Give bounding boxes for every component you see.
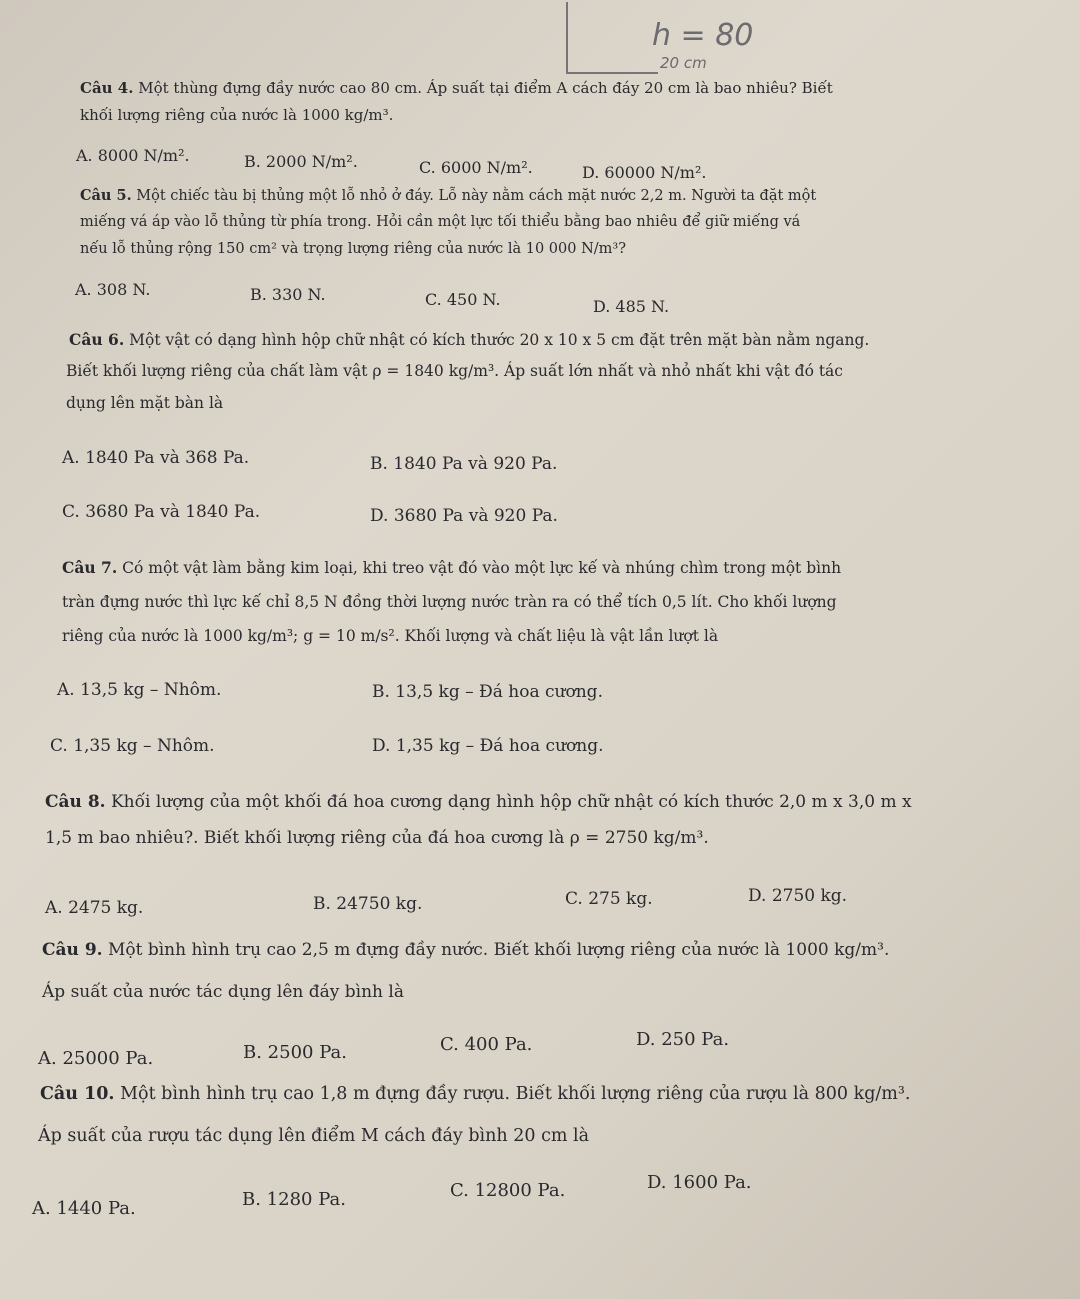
question-number: Câu 9. <box>42 940 103 960</box>
question-text-line: miếng vá áp vào lỗ thủng từ phía trong. Hỏi cần một lực tối thiểu bằng bao nhiêu để giữ miếng vá <box>80 214 801 230</box>
answer-option[interactable]: C. 12800 Pa. <box>450 1180 566 1201</box>
question-text-line: dụng lên mặt bàn là <box>66 394 224 412</box>
question-text-line: riêng của nước là 1000 kg/m³; g = 10 m/s². Khối lượng và chất liệu là vật lần lượt là <box>62 627 719 645</box>
answer-option[interactable]: D. 3680 Pa và 920 Pa. <box>370 506 558 526</box>
answer-option[interactable]: D. 250 Pa. <box>636 1029 730 1050</box>
answer-option[interactable]: C. 3680 Pa và 1840 Pa. <box>62 502 261 522</box>
question-text-line: Khối lượng của một khối đá hoa cương dạng hình hộp chữ nhật có kích thước 2,0 m x 3,0 m x <box>110 792 912 812</box>
question-text-line: khối lượng riêng của nước là 1000 kg/m³. <box>80 106 394 124</box>
answer-option[interactable]: C. 450 N. <box>425 290 501 309</box>
answer-option[interactable]: A. 2475 kg. <box>45 898 144 918</box>
question-number: Câu 10. <box>40 1084 115 1104</box>
answer-option[interactable]: B. 13,5 kg – Đá hoa cương. <box>372 682 603 702</box>
answer-option[interactable]: A. 13,5 kg – Nhôm. <box>57 680 222 700</box>
answer-option[interactable]: D. 60000 N/m². <box>582 163 707 182</box>
question-text-line: Một vật có dạng hình hộp chữ nhật có kích thước 20 x 10 x 5 cm đặt trên mặt bàn nằm ngang. <box>129 331 870 349</box>
answer-option[interactable]: B. 2000 N/m². <box>244 152 358 171</box>
handwritten-note-depth: 20 cm <box>660 54 707 72</box>
question-text-line: Một chiếc tàu bị thủng một lỗ nhỏ ở đáy. Lỗ này nằm cách mặt nước 2,2 m. Người ta đặt một <box>136 188 817 204</box>
answer-option[interactable]: B. 330 N. <box>250 285 326 304</box>
answer-option[interactable]: B. 1280 Pa. <box>242 1189 346 1210</box>
question-text-line: Một thùng đựng đầy nước cao 80 cm. Áp suất tại điểm A cách đáy 20 cm là bao nhiêu? Biết <box>138 79 833 97</box>
question-text-line: Áp suất của nước tác dụng lên đáy bình là <box>42 982 404 1002</box>
question-text-line: 1,5 m bao nhiêu?. Biết khối lượng riêng của đá hoa cương là ρ = 2750 kg/m³. <box>45 828 709 848</box>
answer-option[interactable]: D. 1,35 kg – Đá hoa cương. <box>372 736 604 756</box>
answer-option[interactable]: A. 1440 Pa. <box>32 1198 136 1219</box>
question-text-line: tràn đựng nước thì lực kế chỉ 8,5 N đồng thời lượng nước tràn ra có thể tích 0,5 lít. Cho khối lượng <box>62 593 837 611</box>
question-number: Câu 6. <box>69 330 125 349</box>
answer-option[interactable]: D. 485 N. <box>593 297 670 316</box>
question-text-line: Áp suất của rượu tác dụng lên điểm M cách đáy bình 20 cm là <box>38 1126 590 1146</box>
answer-option[interactable]: B. 1840 Pa và 920 Pa. <box>370 454 558 474</box>
answer-option[interactable]: B. 2500 Pa. <box>243 1042 347 1063</box>
question-text-line: Một bình hình trụ cao 1,8 m đựng đầy rượu. Biết khối lượng riêng của rượu là 800 kg/m³. <box>120 1084 911 1104</box>
question-text-line: Có một vật làm bằng kim loại, khi treo vật đó vào một lực kế và nhúng chìm trong một bình <box>122 559 842 577</box>
question-text-line: Một bình hình trụ cao 2,5 m đựng đầy nước. Biết khối lượng riêng của nước là 1000 kg/m³. <box>107 940 890 960</box>
question-text-line: Biết khối lượng riêng của chất làm vật ρ = 1840 kg/m³. Áp suất lớn nhất và nhỏ nhất khi vật đó tác <box>66 362 843 380</box>
answer-option[interactable]: D. 2750 kg. <box>748 886 848 906</box>
question-number: Câu 5. <box>80 187 132 204</box>
answer-option[interactable]: C. 275 kg. <box>565 889 653 909</box>
answer-option[interactable]: C. 1,35 kg – Nhôm. <box>50 736 215 756</box>
answer-option[interactable]: C. 6000 N/m². <box>419 158 533 177</box>
handwritten-box <box>566 2 658 74</box>
answer-option[interactable]: A. 1840 Pa và 368 Pa. <box>62 448 250 468</box>
answer-option[interactable]: D. 1600 Pa. <box>647 1172 752 1193</box>
question-number: Câu 4. <box>80 79 134 97</box>
answer-option[interactable]: C. 400 Pa. <box>440 1034 533 1055</box>
question-number: Câu 8. <box>45 792 106 812</box>
answer-option[interactable]: A. 308 N. <box>75 280 151 299</box>
question-text-line: nếu lỗ thủng rộng 150 cm² và trọng lượng riêng của nước là 10 000 N/m³? <box>80 241 627 257</box>
handwritten-note-h: h = 80 <box>652 18 754 53</box>
answer-option[interactable]: A. 25000 Pa. <box>38 1048 154 1069</box>
answer-option[interactable]: A. 8000 N/m². <box>76 146 190 165</box>
answer-option[interactable]: B. 24750 kg. <box>313 894 423 914</box>
question-number: Câu 7. <box>62 558 118 577</box>
